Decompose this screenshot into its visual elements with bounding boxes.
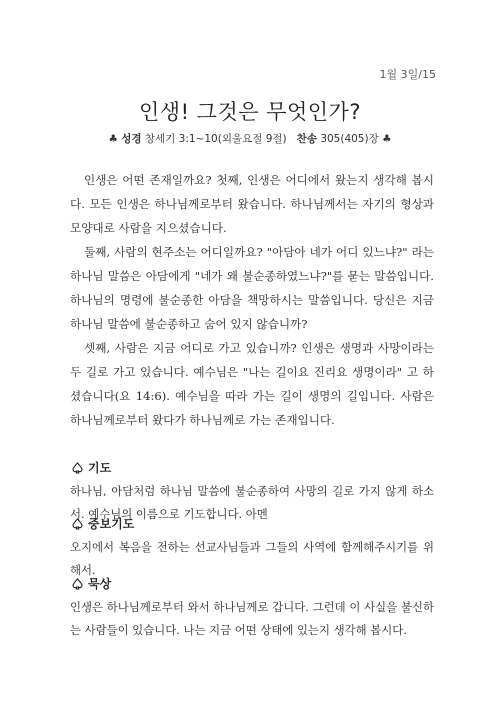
body-paragraph: 둘째, 사람의 현주소는 어디일까요? "아담아 네가 어디 있느냐?" 라는 하나님 말씀은 아담에게 "네가 왜 불순종하였느냐?"를 묻는 말씀입니다. 하나님의 명령에 불순종한 아담을 책망하시는 말씀입니다. 당신은 지금 하나님 말씀에 불순종하고 숨어 있지 않습니까? — [70, 245, 434, 331]
prayer-heading-label: 기도 — [88, 461, 112, 475]
body-paragraph: 인생은 어떤 존재일까요? 첫째, 인생은 어디에서 왔는지 생각해 봅시다. 모든 인생은 하나님께로부터 왔습니다. 하나님께서는 자기의 형상과 모양대로 사람을 지으셨습니다. — [70, 173, 434, 235]
spade-icon — [72, 518, 83, 530]
spade-icon — [72, 462, 83, 474]
meditation-heading — [72, 575, 111, 592]
prayer-paragraph: 하나님, 아담처럼 하나님 말씀에 불순종하여 사망의 길로 가지 않게 하소서. 예수님의 이름으로 기도합니다. 아멘 — [70, 484, 434, 521]
body-paragraph: 셋째, 사람은 지금 어디로 가고 있습니까? 인생은 생명과 사망이라는 두 길로 가고 있습니다. 예수님은 "나는 길이요 진리요 생명이라" 고 하셨습니다(요 14:6). 예수님을 따라 가는 길이 생명의 길입니다. 사람은 하나님께로부터 왔다가 하나님께로 가는 존재입니다. — [70, 341, 434, 427]
spade-icon — [72, 578, 83, 590]
page-date: 1월 3일/15 — [379, 68, 436, 81]
intercession-paragraph: 오지에서 복음을 전하는 선교사님들과 그들의 사역에 함께해주시기를 위해서. — [70, 540, 434, 577]
hymn-label: 찬송 — [296, 133, 317, 145]
meditation-paragraph: 인생은 하나님께로부터 와서 하나님께로 갑니다. 그런데 이 사실을 불신하는 사람들이 있습니다. 나는 지금 어떤 상태에 있는지 생각해 봅시다. — [70, 600, 434, 637]
scripture-label: 성경 — [121, 133, 142, 145]
meditation-heading-label: 묵상 — [88, 577, 112, 591]
meditation-text — [70, 596, 434, 642]
scripture-reference: 창세기 3:1~10(외울요절 9절) — [144, 133, 287, 145]
hymn-reference: 305(405)장 — [320, 133, 379, 145]
prayer-heading — [72, 459, 111, 476]
club-icon-right: ♣ — [382, 133, 392, 145]
intercession-text — [70, 536, 434, 582]
page-title: 인생! 그것은 무엇인가? — [139, 100, 361, 124]
devotional-body — [70, 168, 434, 432]
intercession-heading-label: 중보기도 — [88, 517, 135, 531]
club-icon-left: ♣ — [108, 133, 118, 145]
scripture-hymn-line — [0, 131, 500, 146]
intercession-heading — [72, 515, 134, 532]
